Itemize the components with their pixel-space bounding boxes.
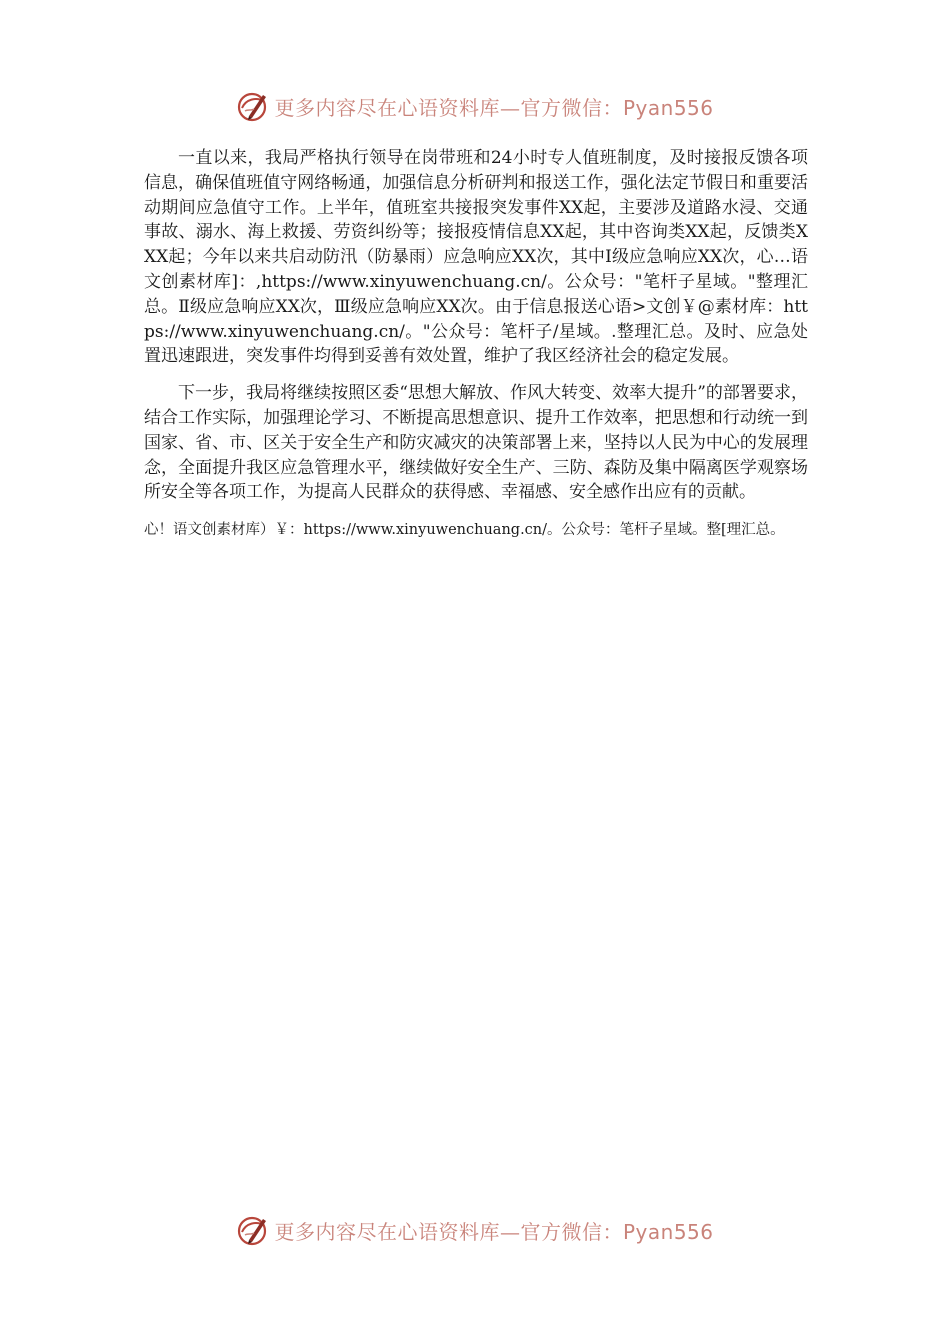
banner-text xyxy=(274,92,713,121)
paragraph-2: 下一步，我局将继续按照区委“思想大解放、作风大转变、效率大提升”的部署要求，结合工作实际，加强理论学习、不断提高思想意识、提升工作效率，把思想和行动统一到国家、省、市、区关于安全生产和防灾减灾的决策部署上来，坚持以人民为中心的发展理念，全面提升我区应急管理水平，继续做好安全生产、三防、森防及集中隔离医学观察场所安全等各项工作，为提高人民群众的获得感、幸福感、安全感作出应有的贡献。 xyxy=(144,383,808,503)
banner-wechat-id: Pyan556 xyxy=(622,1219,714,1244)
document-body xyxy=(144,146,808,543)
header-banner xyxy=(0,84,950,128)
banner-wechat-id: Pyan556 xyxy=(622,95,714,120)
pen-circle-logo-icon xyxy=(236,89,270,123)
footer-banner xyxy=(0,1208,950,1252)
footer-note: 心！语文创素材库）￥：https://www.xinyuwenchuang.cn/。公众号：笔杆子星域。整[理汇总。 xyxy=(144,522,785,539)
banner-text-cn: 更多内容尽在心语资料库—官方微信： xyxy=(274,1219,623,1244)
banner-text xyxy=(274,1216,713,1245)
paragraph-1: 一直以来，我局严格执行领导在岗带班和24小时专人值班制度，及时接报反馈各项信息，确保值班值守网络畅通，加强信息分析研判和报送工作，强化法定节假日和重要活动期间应急值守工作。上半年，值班室共接报突发事件XX起，主要涉及道路水浸、交通事故、溺水、海上救援、劳资纠纷等；接报疫情信息XX起，其中咨询类XX起，反馈类XXX起；今年以来共启动防汛（防暴雨）应急响应XX次，其中Ⅰ级应急响应XX次，心…语文创素材库]：,https://www.xinyuwenchuang.cn/。公众号："笔杆子星域。"整理汇总。Ⅱ级应急响应XX次，Ⅲ级应急响应XX次。由于信息报送心语>文创￥@素材库：https://www.xinyuwenchuang.cn/。"公众号：笔杆子/星域。.整理汇总。及时、应急处置迅速跟进，突发事件均得到妥善有效处置，维护了我区经济社会的稳定发展。 xyxy=(144,148,808,367)
pen-circle-logo-icon xyxy=(236,1213,270,1247)
banner-text-cn: 更多内容尽在心语资料库—官方微信： xyxy=(274,95,623,120)
